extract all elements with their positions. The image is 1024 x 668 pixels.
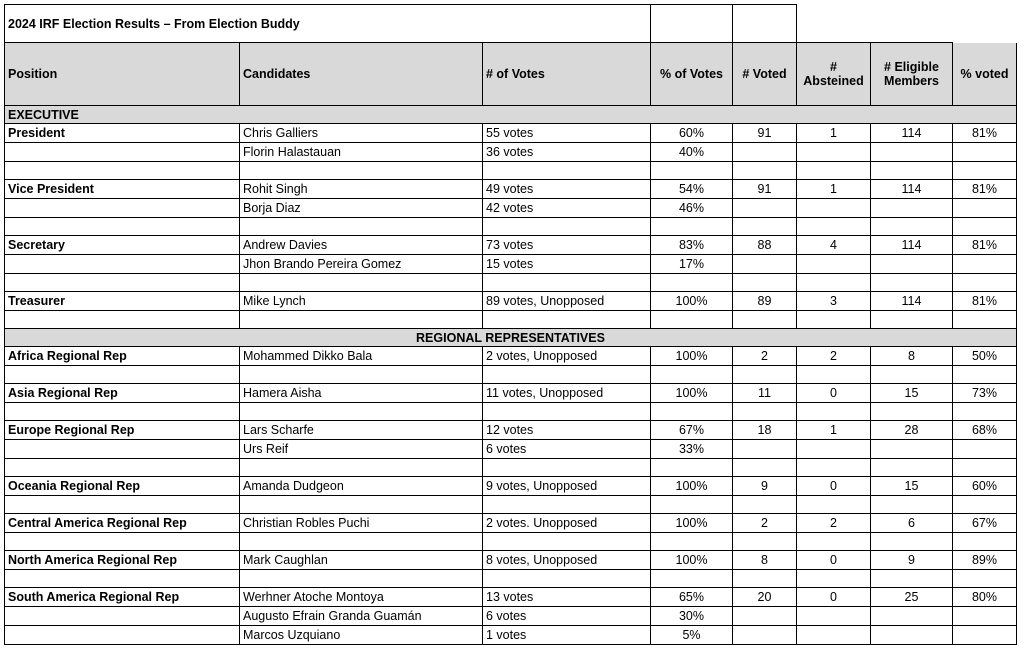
candidate-votes: 36 votes — [483, 143, 651, 162]
pct-voted: 89% — [953, 551, 1017, 570]
empty-cell — [953, 459, 1017, 477]
title-blank-cell — [733, 5, 797, 43]
empty-cell — [240, 403, 483, 421]
spacer-row — [5, 366, 1017, 384]
empty-cell — [953, 440, 1017, 459]
empty-cell — [651, 496, 733, 514]
pct-voted: 67% — [953, 514, 1017, 533]
empty-cell — [953, 143, 1017, 162]
election-results-table — [4, 4, 1017, 645]
candidate-votes: 11 votes, Unopposed — [483, 384, 651, 403]
empty-cell — [797, 626, 871, 645]
candidate-name: Marcos Uzquiano — [240, 626, 483, 645]
empty-cell — [733, 607, 797, 626]
empty-cell — [240, 274, 483, 292]
empty-cell — [240, 311, 483, 329]
candidate-name: Amanda Dudgeon — [240, 477, 483, 496]
empty-cell — [797, 607, 871, 626]
candidate-votes: 9 votes, Unopposed — [483, 477, 651, 496]
empty-cell — [733, 162, 797, 180]
empty-cell — [797, 403, 871, 421]
empty-cell — [953, 607, 1017, 626]
eligible-count: 25 — [871, 588, 953, 607]
empty-cell — [733, 366, 797, 384]
section-header-row — [5, 329, 1017, 347]
empty-cell — [871, 162, 953, 180]
candidate-votes: 6 votes — [483, 440, 651, 459]
table-row — [5, 607, 1017, 626]
candidate-pct: 100% — [651, 347, 733, 366]
empty-cell — [240, 218, 483, 236]
candidate-pct: 40% — [651, 143, 733, 162]
empty-cell — [871, 218, 953, 236]
table-row — [5, 255, 1017, 274]
empty-cell — [953, 274, 1017, 292]
table-row — [5, 347, 1017, 366]
pct-voted: 60% — [953, 477, 1017, 496]
abstained-count: 1 — [797, 180, 871, 199]
empty-cell — [651, 403, 733, 421]
empty-cell — [797, 143, 871, 162]
empty-cell — [733, 459, 797, 477]
empty-cell — [953, 403, 1017, 421]
empty-cell — [953, 218, 1017, 236]
empty-cell — [797, 366, 871, 384]
empty-cell — [797, 496, 871, 514]
table-row — [5, 514, 1017, 533]
eligible-count: 6 — [871, 514, 953, 533]
empty-cell — [871, 274, 953, 292]
empty-cell — [871, 366, 953, 384]
abstained-count: 0 — [797, 551, 871, 570]
position-name: Africa Regional Rep — [5, 347, 240, 366]
empty-cell — [483, 311, 651, 329]
spacer-row — [5, 403, 1017, 421]
abstained-count: 1 — [797, 124, 871, 143]
empty-cell — [953, 626, 1017, 645]
candidate-votes: 73 votes — [483, 236, 651, 255]
empty-cell — [953, 199, 1017, 218]
spacer-row — [5, 496, 1017, 514]
empty-cell — [733, 199, 797, 218]
candidate-name: Lars Scharfe — [240, 421, 483, 440]
empty-cell — [797, 5, 871, 43]
position-name: President — [5, 124, 240, 143]
empty-cell — [871, 459, 953, 477]
candidate-name: Werhner Atoche Montoya — [240, 588, 483, 607]
candidate-name: Rohit Singh — [240, 180, 483, 199]
empty-cell — [483, 533, 651, 551]
empty-cell — [871, 626, 953, 645]
empty-cell — [240, 496, 483, 514]
empty-cell — [651, 218, 733, 236]
empty-cell — [240, 459, 483, 477]
candidate-votes: 8 votes, Unopposed — [483, 551, 651, 570]
empty-cell — [871, 496, 953, 514]
empty-cell — [797, 311, 871, 329]
eligible-count: 114 — [871, 124, 953, 143]
pct-voted: 81% — [953, 292, 1017, 311]
candidate-pct: 46% — [651, 199, 733, 218]
empty-cell — [733, 440, 797, 459]
candidate-pct: 17% — [651, 255, 733, 274]
abstained-count: 4 — [797, 236, 871, 255]
voted-count: 89 — [733, 292, 797, 311]
candidate-name: Hamera Aisha — [240, 384, 483, 403]
candidate-pct: 100% — [651, 292, 733, 311]
position-name: North America Regional Rep — [5, 551, 240, 570]
abstained-count: 2 — [797, 347, 871, 366]
empty-cell — [733, 570, 797, 588]
empty-cell — [733, 496, 797, 514]
title-blank-cell — [651, 5, 733, 43]
position-name: Central America Regional Rep — [5, 514, 240, 533]
position-name: Europe Regional Rep — [5, 421, 240, 440]
header-pct-voted: % voted — [953, 43, 1017, 106]
section-header-row — [5, 106, 1017, 124]
candidate-name: Augusto Efrain Granda Guamán — [240, 607, 483, 626]
empty-cell — [953, 311, 1017, 329]
empty-cell — [483, 274, 651, 292]
empty-cell — [651, 533, 733, 551]
empty-cell — [953, 366, 1017, 384]
empty-cell — [797, 162, 871, 180]
table-row — [5, 551, 1017, 570]
empty-cell — [871, 311, 953, 329]
empty-cell — [240, 162, 483, 180]
table-row — [5, 440, 1017, 459]
eligible-count: 28 — [871, 421, 953, 440]
abstained-count: 0 — [797, 588, 871, 607]
header-position: Position — [5, 43, 240, 106]
empty-cell — [483, 366, 651, 384]
title-row — [5, 5, 1017, 43]
empty-cell — [5, 496, 240, 514]
section-title: EXECUTIVE — [5, 106, 1017, 124]
table-row — [5, 124, 1017, 143]
table-row — [5, 143, 1017, 162]
candidate-name: Mike Lynch — [240, 292, 483, 311]
empty-cell — [5, 366, 240, 384]
eligible-count: 114 — [871, 292, 953, 311]
candidate-votes: 13 votes — [483, 588, 651, 607]
table-row — [5, 626, 1017, 645]
pct-voted: 81% — [953, 124, 1017, 143]
pct-voted: 81% — [953, 180, 1017, 199]
empty-cell — [5, 440, 240, 459]
candidate-name: Mohammed Dikko Bala — [240, 347, 483, 366]
empty-cell — [953, 533, 1017, 551]
empty-cell — [733, 533, 797, 551]
eligible-count: 8 — [871, 347, 953, 366]
empty-cell — [953, 255, 1017, 274]
empty-cell — [871, 440, 953, 459]
position-name: Oceania Regional Rep — [5, 477, 240, 496]
candidate-name: Urs Reif — [240, 440, 483, 459]
candidate-votes: 1 votes — [483, 626, 651, 645]
empty-cell — [871, 199, 953, 218]
header-voted: # Voted — [733, 43, 797, 106]
empty-cell — [5, 162, 240, 180]
empty-cell — [5, 607, 240, 626]
spacer-row — [5, 533, 1017, 551]
position-name: Asia Regional Rep — [5, 384, 240, 403]
empty-cell — [953, 496, 1017, 514]
table-row — [5, 199, 1017, 218]
candidate-name: Jhon Brando Pereira Gomez — [240, 255, 483, 274]
empty-cell — [483, 496, 651, 514]
section-title: REGIONAL REPRESENTATIVES — [5, 329, 1017, 347]
empty-cell — [240, 533, 483, 551]
voted-count: 91 — [733, 124, 797, 143]
empty-cell — [797, 533, 871, 551]
abstained-count: 0 — [797, 384, 871, 403]
empty-cell — [733, 255, 797, 274]
empty-cell — [871, 143, 953, 162]
empty-cell — [5, 403, 240, 421]
header-votes: # of Votes — [483, 43, 651, 106]
header-row — [5, 43, 1017, 106]
table-row — [5, 236, 1017, 255]
table-row — [5, 588, 1017, 607]
empty-cell — [5, 143, 240, 162]
abstained-count: 1 — [797, 421, 871, 440]
empty-cell — [5, 199, 240, 218]
pct-voted: 73% — [953, 384, 1017, 403]
empty-cell — [733, 274, 797, 292]
empty-cell — [483, 403, 651, 421]
position-name: Secretary — [5, 236, 240, 255]
pct-voted: 81% — [953, 236, 1017, 255]
empty-cell — [651, 162, 733, 180]
eligible-count: 15 — [871, 384, 953, 403]
abstained-count: 3 — [797, 292, 871, 311]
voted-count: 2 — [733, 514, 797, 533]
empty-cell — [651, 366, 733, 384]
empty-cell — [5, 255, 240, 274]
empty-cell — [5, 570, 240, 588]
voted-count: 9 — [733, 477, 797, 496]
empty-cell — [5, 626, 240, 645]
empty-cell — [5, 274, 240, 292]
empty-cell — [483, 459, 651, 477]
eligible-count: 114 — [871, 180, 953, 199]
empty-cell — [871, 533, 953, 551]
header-candidates: Candidates — [240, 43, 483, 106]
voted-count: 88 — [733, 236, 797, 255]
position-name: South America Regional Rep — [5, 588, 240, 607]
spacer-row — [5, 218, 1017, 236]
candidate-pct: 83% — [651, 236, 733, 255]
voted-count: 18 — [733, 421, 797, 440]
empty-cell — [483, 218, 651, 236]
empty-cell — [871, 403, 953, 421]
empty-cell — [651, 570, 733, 588]
header-abstained: # Absteined — [797, 43, 871, 106]
empty-cell — [651, 459, 733, 477]
candidate-name: Andrew Davies — [240, 236, 483, 255]
candidate-pct: 100% — [651, 514, 733, 533]
candidate-pct: 60% — [651, 124, 733, 143]
eligible-count: 15 — [871, 477, 953, 496]
empty-cell — [953, 162, 1017, 180]
empty-cell — [871, 570, 953, 588]
empty-cell — [651, 311, 733, 329]
empty-cell — [797, 459, 871, 477]
candidate-pct: 33% — [651, 440, 733, 459]
abstained-count: 0 — [797, 477, 871, 496]
voted-count: 11 — [733, 384, 797, 403]
table-row — [5, 292, 1017, 311]
candidate-votes: 15 votes — [483, 255, 651, 274]
sheet-title: 2024 IRF Election Results – From Election Buddy — [5, 5, 651, 43]
candidate-votes: 12 votes — [483, 421, 651, 440]
empty-cell — [797, 570, 871, 588]
abstained-count: 2 — [797, 514, 871, 533]
header-pct-votes: % of Votes — [651, 43, 733, 106]
empty-cell — [240, 366, 483, 384]
empty-cell — [5, 533, 240, 551]
empty-cell — [651, 274, 733, 292]
candidate-name: Borja Diaz — [240, 199, 483, 218]
empty-cell — [733, 626, 797, 645]
candidate-pct: 5% — [651, 626, 733, 645]
pct-voted: 68% — [953, 421, 1017, 440]
table-row — [5, 180, 1017, 199]
empty-cell — [240, 570, 483, 588]
candidate-pct: 54% — [651, 180, 733, 199]
spacer-row — [5, 459, 1017, 477]
candidate-pct: 67% — [651, 421, 733, 440]
empty-cell — [733, 311, 797, 329]
empty-cell — [953, 5, 1017, 43]
empty-cell — [797, 218, 871, 236]
table-row — [5, 384, 1017, 403]
spacer-row — [5, 570, 1017, 588]
candidate-votes: 55 votes — [483, 124, 651, 143]
candidate-pct: 100% — [651, 551, 733, 570]
eligible-count: 114 — [871, 236, 953, 255]
empty-cell — [953, 570, 1017, 588]
empty-cell — [5, 459, 240, 477]
eligible-count: 9 — [871, 551, 953, 570]
candidate-name: Florin Halastauan — [240, 143, 483, 162]
empty-cell — [483, 570, 651, 588]
empty-cell — [733, 143, 797, 162]
spacer-row — [5, 162, 1017, 180]
candidate-pct: 100% — [651, 477, 733, 496]
empty-cell — [733, 403, 797, 421]
candidate-name: Christian Robles Puchi — [240, 514, 483, 533]
empty-cell — [5, 311, 240, 329]
table-row — [5, 477, 1017, 496]
candidate-name: Chris Galliers — [240, 124, 483, 143]
empty-cell — [797, 255, 871, 274]
candidate-votes: 42 votes — [483, 199, 651, 218]
pct-voted: 80% — [953, 588, 1017, 607]
empty-cell — [797, 199, 871, 218]
empty-cell — [5, 218, 240, 236]
candidate-pct: 65% — [651, 588, 733, 607]
position-name: Treasurer — [5, 292, 240, 311]
spacer-row — [5, 311, 1017, 329]
empty-cell — [797, 440, 871, 459]
candidate-votes: 6 votes — [483, 607, 651, 626]
candidate-pct: 30% — [651, 607, 733, 626]
pct-voted: 50% — [953, 347, 1017, 366]
voted-count: 91 — [733, 180, 797, 199]
candidate-votes: 49 votes — [483, 180, 651, 199]
header-eligible: # Eligible Members — [871, 43, 953, 106]
empty-cell — [871, 607, 953, 626]
candidate-votes: 2 votes. Unopposed — [483, 514, 651, 533]
empty-cell — [871, 5, 953, 43]
empty-cell — [797, 274, 871, 292]
empty-cell — [871, 255, 953, 274]
voted-count: 8 — [733, 551, 797, 570]
empty-cell — [733, 218, 797, 236]
candidate-pct: 100% — [651, 384, 733, 403]
table-row — [5, 421, 1017, 440]
voted-count: 20 — [733, 588, 797, 607]
candidate-votes: 89 votes, Unopposed — [483, 292, 651, 311]
empty-cell — [483, 162, 651, 180]
voted-count: 2 — [733, 347, 797, 366]
candidate-votes: 2 votes, Unopposed — [483, 347, 651, 366]
position-name: Vice President — [5, 180, 240, 199]
spacer-row — [5, 274, 1017, 292]
candidate-name: Mark Caughlan — [240, 551, 483, 570]
